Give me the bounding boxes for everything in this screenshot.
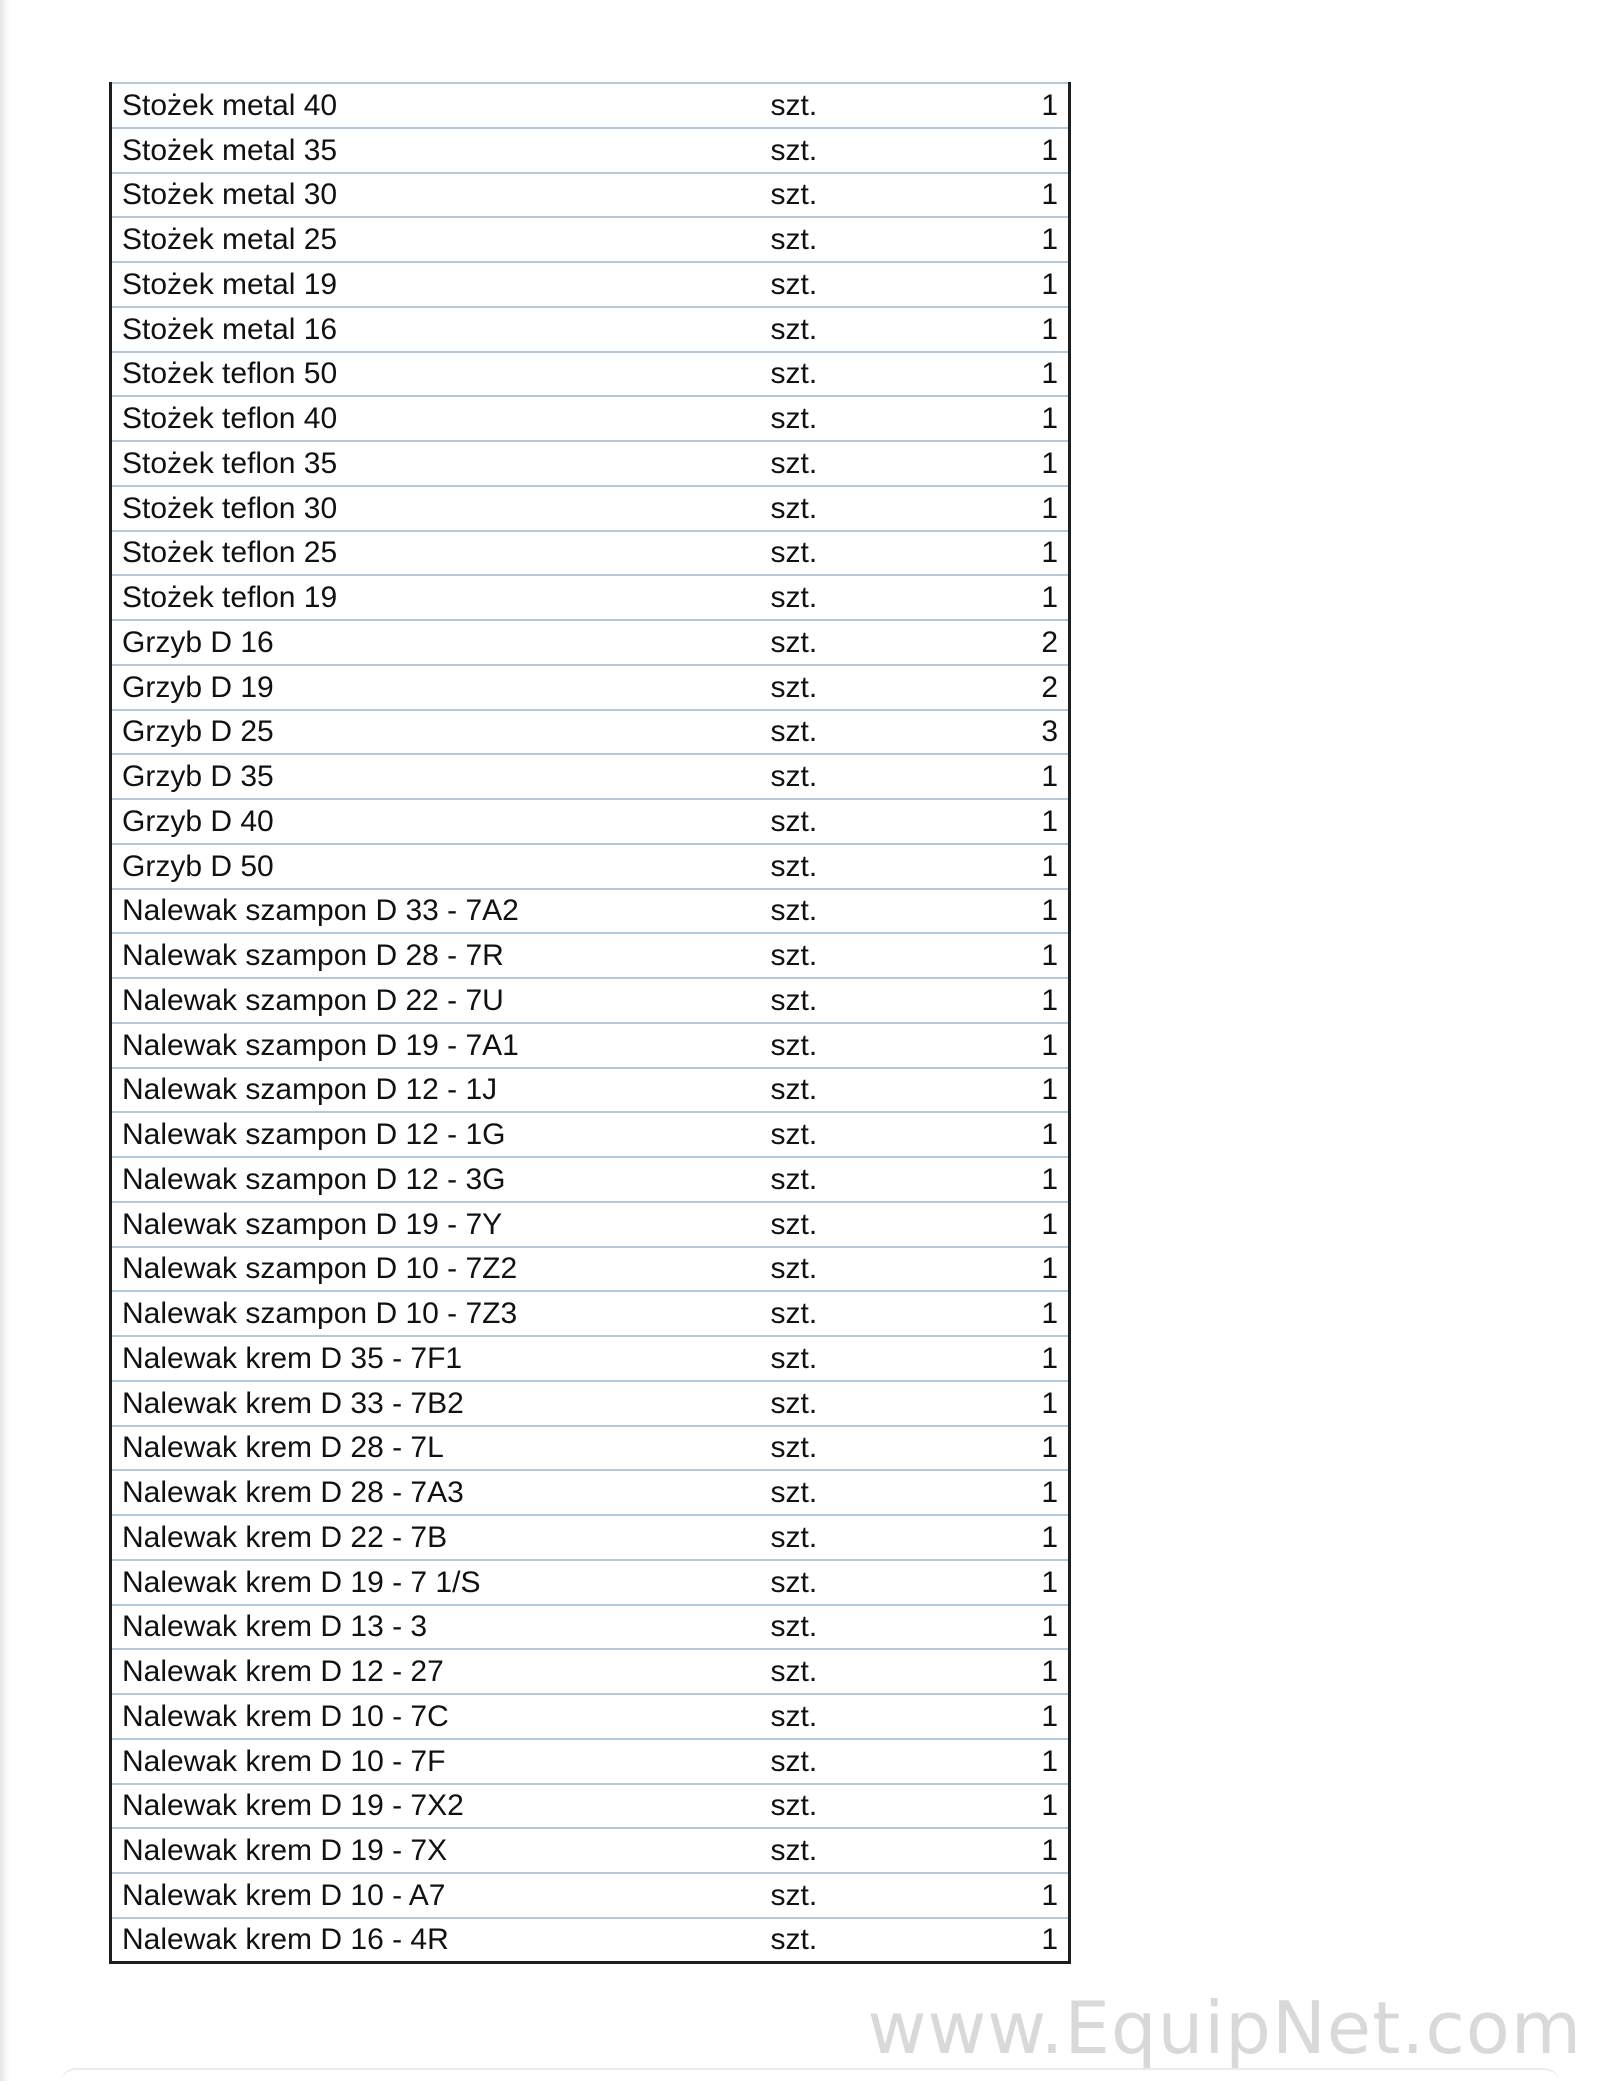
table-row — [111, 933, 1070, 978]
unit-cell: szt. — [771, 83, 971, 128]
item-name-cell: Stożek metal 25 — [111, 217, 771, 262]
item-name-cell: Nalewak krem D 35 - 7F1 — [111, 1336, 771, 1381]
unit-cell: szt. — [771, 217, 971, 262]
table-row — [111, 1291, 1070, 1336]
quantity-cell: 1 — [971, 128, 1070, 173]
quantity-cell: 1 — [971, 1426, 1070, 1471]
unit-cell: szt. — [771, 754, 971, 799]
quantity-cell: 1 — [971, 575, 1070, 620]
quantity-cell: 1 — [971, 396, 1070, 441]
unit-cell: szt. — [771, 1202, 971, 1247]
item-name-cell: Nalewak krem D 16 - 4R — [111, 1918, 771, 1963]
quantity-cell: 1 — [971, 933, 1070, 978]
item-name-cell: Grzyb D 16 — [111, 620, 771, 665]
unit-cell: szt. — [771, 1828, 971, 1873]
quantity-cell: 1 — [971, 754, 1070, 799]
unit-cell: szt. — [771, 978, 971, 1023]
table-row — [111, 1560, 1070, 1605]
quantity-cell: 1 — [971, 83, 1070, 128]
unit-cell: szt. — [771, 844, 971, 889]
quantity-cell: 1 — [971, 486, 1070, 531]
table-row — [111, 575, 1070, 620]
unit-cell: szt. — [771, 1784, 971, 1829]
unit-cell: szt. — [771, 1560, 971, 1605]
quantity-cell: 1 — [971, 978, 1070, 1023]
table-row — [111, 1336, 1070, 1381]
table-row — [111, 1873, 1070, 1918]
table-row — [111, 1202, 1070, 1247]
unit-cell: szt. — [771, 396, 971, 441]
unit-cell: szt. — [771, 1291, 971, 1336]
table-row — [111, 441, 1070, 486]
item-name-cell: Stożek teflon 30 — [111, 486, 771, 531]
unit-cell: szt. — [771, 1873, 971, 1918]
item-name-cell: Nalewak krem D 12 - 27 — [111, 1649, 771, 1694]
quantity-cell: 1 — [971, 1873, 1070, 1918]
item-name-cell: Nalewak krem D 10 - A7 — [111, 1873, 771, 1918]
table-row — [111, 128, 1070, 173]
unit-cell: szt. — [771, 1336, 971, 1381]
quantity-cell: 1 — [971, 531, 1070, 576]
quantity-cell: 1 — [971, 1515, 1070, 1560]
unit-cell: szt. — [771, 575, 971, 620]
item-name-cell: Nalewak szampon D 10 - 7Z2 — [111, 1247, 771, 1292]
quantity-cell: 1 — [971, 1918, 1070, 1963]
table-row — [111, 1694, 1070, 1739]
quantity-cell: 1 — [971, 352, 1070, 397]
table-row — [111, 217, 1070, 262]
unit-cell: szt. — [771, 441, 971, 486]
quantity-cell: 1 — [971, 889, 1070, 934]
item-name-cell: Nalewak krem D 22 - 7B — [111, 1515, 771, 1560]
item-name-cell: Stożek teflon 50 — [111, 352, 771, 397]
quantity-cell: 3 — [971, 710, 1070, 755]
table-row — [111, 889, 1070, 934]
quantity-cell: 2 — [971, 665, 1070, 710]
table-row — [111, 531, 1070, 576]
watermark-text: www.EquipNet.com — [867, 1986, 1582, 2070]
item-name-cell: Nalewak krem D 10 - 7C — [111, 1694, 771, 1739]
item-name-cell: Nalewak szampon D 10 - 7Z3 — [111, 1291, 771, 1336]
table-row — [111, 173, 1070, 218]
item-name-cell: Stożek metal 16 — [111, 307, 771, 352]
item-name-cell: Grzyb D 19 — [111, 665, 771, 710]
table-row — [111, 1918, 1070, 1963]
item-name-cell: Nalewak szampon D 12 - 1G — [111, 1112, 771, 1157]
table-row — [111, 1068, 1070, 1113]
table-row — [111, 710, 1070, 755]
item-name-cell: Stożek metal 40 — [111, 83, 771, 128]
item-name-cell: Grzyb D 40 — [111, 799, 771, 844]
unit-cell: szt. — [771, 1247, 971, 1292]
item-name-cell: Nalewak szampon D 19 - 7A1 — [111, 1023, 771, 1068]
item-name-cell: Stożek teflon 25 — [111, 531, 771, 576]
unit-cell: szt. — [771, 531, 971, 576]
quantity-cell: 1 — [971, 1291, 1070, 1336]
unit-cell: szt. — [771, 128, 971, 173]
quantity-cell: 1 — [971, 1605, 1070, 1650]
quantity-cell: 1 — [971, 1560, 1070, 1605]
inventory-table-body — [111, 83, 1070, 1963]
table-row — [111, 1247, 1070, 1292]
unit-cell: szt. — [771, 620, 971, 665]
item-name-cell: Stożek teflon 35 — [111, 441, 771, 486]
unit-cell: szt. — [771, 1694, 971, 1739]
table-row — [111, 1157, 1070, 1202]
unit-cell: szt. — [771, 665, 971, 710]
item-name-cell: Grzyb D 25 — [111, 710, 771, 755]
table-row — [111, 352, 1070, 397]
unit-cell: szt. — [771, 262, 971, 307]
unit-cell: szt. — [771, 1739, 971, 1784]
unit-cell: szt. — [771, 1605, 971, 1650]
item-name-cell: Stożek metal 35 — [111, 128, 771, 173]
quantity-cell: 1 — [971, 441, 1070, 486]
quantity-cell: 1 — [971, 1023, 1070, 1068]
unit-cell: szt. — [771, 486, 971, 531]
table-row — [111, 1112, 1070, 1157]
quantity-cell: 2 — [971, 620, 1070, 665]
unit-cell: szt. — [771, 1112, 971, 1157]
unit-cell: szt. — [771, 933, 971, 978]
unit-cell: szt. — [771, 1157, 971, 1202]
table-row — [111, 1649, 1070, 1694]
unit-cell: szt. — [771, 889, 971, 934]
table-row — [111, 978, 1070, 1023]
table-row — [111, 396, 1070, 441]
quantity-cell: 1 — [971, 1694, 1070, 1739]
table-row — [111, 1515, 1070, 1560]
quantity-cell: 1 — [971, 1247, 1070, 1292]
item-name-cell: Grzyb D 50 — [111, 844, 771, 889]
quantity-cell: 1 — [971, 1470, 1070, 1515]
unit-cell: szt. — [771, 1023, 971, 1068]
table-row — [111, 262, 1070, 307]
item-name-cell: Stożek metal 30 — [111, 173, 771, 218]
unit-cell: szt. — [771, 1918, 971, 1963]
item-name-cell: Nalewak szampon D 12 - 3G — [111, 1157, 771, 1202]
table-row — [111, 1470, 1070, 1515]
item-name-cell: Nalewak krem D 33 - 7B2 — [111, 1381, 771, 1426]
table-row — [111, 83, 1070, 128]
table-row — [111, 1426, 1070, 1471]
table-row — [111, 665, 1070, 710]
table-row — [111, 307, 1070, 352]
table-row — [111, 1381, 1070, 1426]
inventory-table — [109, 82, 1071, 1964]
item-name-cell: Nalewak szampon D 22 - 7U — [111, 978, 771, 1023]
quantity-cell: 1 — [971, 1828, 1070, 1873]
unit-cell: szt. — [771, 307, 971, 352]
item-name-cell: Nalewak szampon D 33 - 7A2 — [111, 889, 771, 934]
unit-cell: szt. — [771, 799, 971, 844]
item-name-cell: Nalewak krem D 28 - 7A3 — [111, 1470, 771, 1515]
unit-cell: szt. — [771, 1381, 971, 1426]
item-name-cell: Nalewak krem D 19 - 7X — [111, 1828, 771, 1873]
unit-cell: szt. — [771, 173, 971, 218]
table-row — [111, 844, 1070, 889]
item-name-cell: Nalewak krem D 28 - 7L — [111, 1426, 771, 1471]
quantity-cell: 1 — [971, 1739, 1070, 1784]
quantity-cell: 1 — [971, 173, 1070, 218]
table-row — [111, 799, 1070, 844]
quantity-cell: 1 — [971, 262, 1070, 307]
quantity-cell: 1 — [971, 1649, 1070, 1694]
unit-cell: szt. — [771, 1426, 971, 1471]
table-row — [111, 1605, 1070, 1650]
quantity-cell: 1 — [971, 1068, 1070, 1113]
item-name-cell: Nalewak szampon D 19 - 7Y — [111, 1202, 771, 1247]
quantity-cell: 1 — [971, 1381, 1070, 1426]
unit-cell: szt. — [771, 1068, 971, 1113]
unit-cell: szt. — [771, 1649, 971, 1694]
table-row — [111, 1784, 1070, 1829]
unit-cell: szt. — [771, 1515, 971, 1560]
table-row — [111, 620, 1070, 665]
item-name-cell: Nalewak krem D 19 - 7 1/S — [111, 1560, 771, 1605]
item-name-cell: Nalewak krem D 10 - 7F — [111, 1739, 771, 1784]
unit-cell: szt. — [771, 352, 971, 397]
unit-cell: szt. — [771, 710, 971, 755]
table-row — [111, 1023, 1070, 1068]
quantity-cell: 1 — [971, 844, 1070, 889]
item-name-cell: Nalewak szampon D 12 - 1J — [111, 1068, 771, 1113]
item-name-cell: Stożek teflon 40 — [111, 396, 771, 441]
quantity-cell: 1 — [971, 1336, 1070, 1381]
quantity-cell: 1 — [971, 1157, 1070, 1202]
table-row — [111, 1739, 1070, 1784]
table-row — [111, 1828, 1070, 1873]
quantity-cell: 1 — [971, 1112, 1070, 1157]
quantity-cell: 1 — [971, 307, 1070, 352]
next-page-edge — [60, 2068, 1560, 2084]
item-name-cell: Stożek metal 19 — [111, 262, 771, 307]
item-name-cell: Grzyb D 35 — [111, 754, 771, 799]
quantity-cell: 1 — [971, 217, 1070, 262]
quantity-cell: 1 — [971, 1784, 1070, 1829]
item-name-cell: Nalewak krem D 19 - 7X2 — [111, 1784, 771, 1829]
table-row — [111, 486, 1070, 531]
item-name-cell: Nalewak szampon D 28 - 7R — [111, 933, 771, 978]
item-name-cell: Stożek teflon 19 — [111, 575, 771, 620]
item-name-cell: Nalewak krem D 13 - 3 — [111, 1605, 771, 1650]
unit-cell: szt. — [771, 1470, 971, 1515]
quantity-cell: 1 — [971, 799, 1070, 844]
table-row — [111, 754, 1070, 799]
quantity-cell: 1 — [971, 1202, 1070, 1247]
